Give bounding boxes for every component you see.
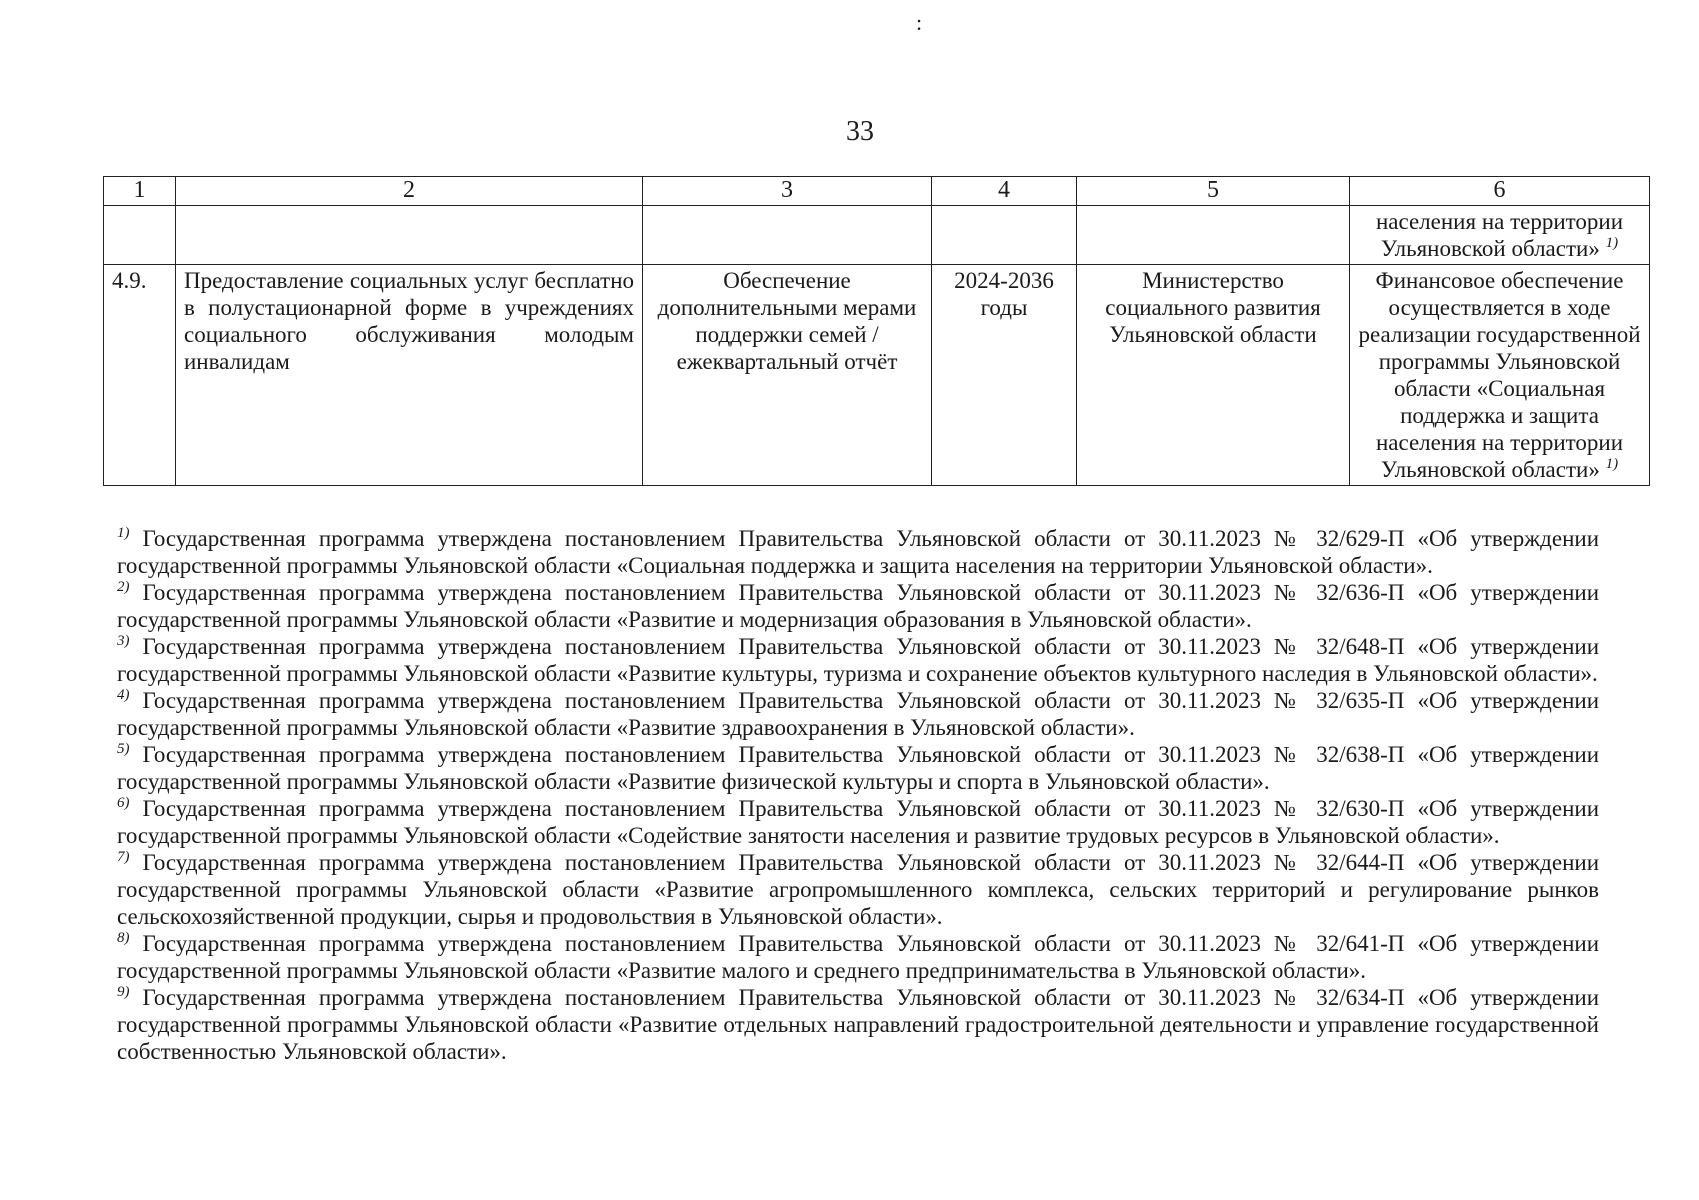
footnote-mark: 2): [117, 579, 130, 595]
footnote: [117, 687, 1599, 741]
page-number: 33: [846, 116, 874, 147]
footnote: [117, 741, 1599, 795]
financing-continued-text: населения на территории Ульяновской области»: [1375, 209, 1624, 261]
row-description: Предоставление социальных услуг бесплатно в полустационарной форме в учреждениях социального обслуживания молодым инвалидам: [176, 265, 643, 486]
footnote-reference: 1): [1605, 235, 1619, 251]
footnote-mark: 7): [117, 849, 130, 865]
footnote: [117, 525, 1599, 579]
footnote-mark: 9): [117, 984, 130, 1000]
table-cell: [643, 206, 932, 265]
page-mark: :: [916, 10, 923, 35]
measures-table: [103, 176, 1650, 486]
row-number: 4.9.: [104, 265, 176, 486]
footnote-reference: 1): [1605, 456, 1619, 472]
footnote-mark: 6): [117, 795, 130, 811]
footnote-mark: 1): [117, 525, 130, 541]
footnote-mark: 3): [117, 633, 130, 649]
column-header-3: 3: [643, 177, 932, 206]
column-header-1: 1: [104, 177, 176, 206]
column-header-2: 2: [176, 177, 643, 206]
footnote-text: Государственная программа утверждена постановлением Правительства Ульяновской области от 30.11.2023 № 32/641-П «Об утверждении государственной программы Ульяновской области «Развитие малого и среднего предпринимательства в Ульяновской области».: [117, 931, 1600, 983]
table-cell-financing-continued: [1350, 206, 1650, 265]
column-header-6: 6: [1350, 177, 1650, 206]
column-header-5: 5: [1077, 177, 1350, 206]
table-cell: [932, 206, 1077, 265]
row-financing: [1350, 265, 1650, 486]
table-cell: [176, 206, 643, 265]
footnote-mark: 8): [117, 930, 130, 946]
footnote-mark: 4): [117, 687, 130, 703]
footnote: [117, 579, 1599, 633]
table-cell: [104, 206, 176, 265]
table-header-row: [104, 177, 1650, 206]
footnote: [117, 633, 1599, 687]
column-header-4: 4: [932, 177, 1077, 206]
row-result: Обеспечение дополнительными мерами поддержки семей /ежеквартальный отчёт: [643, 265, 932, 486]
table-row: [104, 265, 1650, 486]
footnote-text: Государственная программа утверждена постановлением Правительства Ульяновской области от 30.11.2023 № 32/636-П «Об утверждении государственной программы Ульяновской области «Развитие и модернизация образования в Ульяновской области».: [117, 580, 1600, 632]
table-row-continued: [104, 206, 1650, 265]
footnotes: [117, 525, 1599, 1065]
footnote: [117, 795, 1599, 849]
footnote: [117, 984, 1599, 1065]
row-period: 2024-2036 годы: [932, 265, 1077, 486]
footnote-text: Государственная программа утверждена постановлением Правительства Ульяновской области от 30.11.2023 № 32/648-П «Об утверждении государственной программы Ульяновской области «Развитие культуры, туризма и сохранение объектов культурного наследия в Ульяновской области».: [117, 634, 1600, 686]
footnote: [117, 930, 1599, 984]
footnote-text: Государственная программа утверждена постановлением Правительства Ульяновской области от 30.11.2023 № 32/629-П «Об утверждении государственной программы Ульяновской области «Социальная поддержка и защита населения на территории Ульяновской области».: [117, 526, 1600, 578]
row-executor: Министерство социального развития Ульяновской области: [1077, 265, 1350, 486]
footnote: [117, 849, 1599, 930]
footnote-text: Государственная программа утверждена постановлением Правительства Ульяновской области от 30.11.2023 № 32/638-П «Об утверждении государственной программы Ульяновской области «Развитие физической культуры и спорта в Ульяновской области».: [117, 742, 1600, 794]
footnote-text: Государственная программа утверждена постановлением Правительства Ульяновской области от 30.11.2023 № 32/644-П «Об утверждении государственной программы Ульяновской области «Развитие агропромышленного комплекса, сельских территорий и регулирование рынков сельскохозяйственной продукции, сырья и продовольствия в Ульяновской области».: [117, 850, 1600, 929]
footnote-text: Государственная программа утверждена постановлением Правительства Ульяновской области от 30.11.2023 № 32/634-П «Об утверждении государственной программы Ульяновской области «Развитие отдельных направлений градостроительной деятельности и управление государственной собственностью Ульяновской области».: [117, 985, 1600, 1064]
footnote-text: Государственная программа утверждена постановлением Правительства Ульяновской области от 30.11.2023 № 32/635-П «Об утверждении государственной программы Ульяновской области «Развитие здравоохранения в Ульяновской области».: [117, 688, 1600, 740]
footnote-text: Государственная программа утверждена постановлением Правительства Ульяновской области от 30.11.2023 № 32/630-П «Об утверждении государственной программы Ульяновской области «Содействие занятости населения и развитие трудовых ресурсов в Ульяновской области».: [117, 796, 1600, 848]
footnote-mark: 5): [117, 741, 130, 757]
financing-text: Финансовое обеспечение осуществляется в ходе реализации государственной программы Ульяновской области «Социальная поддержка и защита населения на территории Ульяновской области»: [1358, 268, 1641, 482]
table-cell: [1077, 206, 1350, 265]
